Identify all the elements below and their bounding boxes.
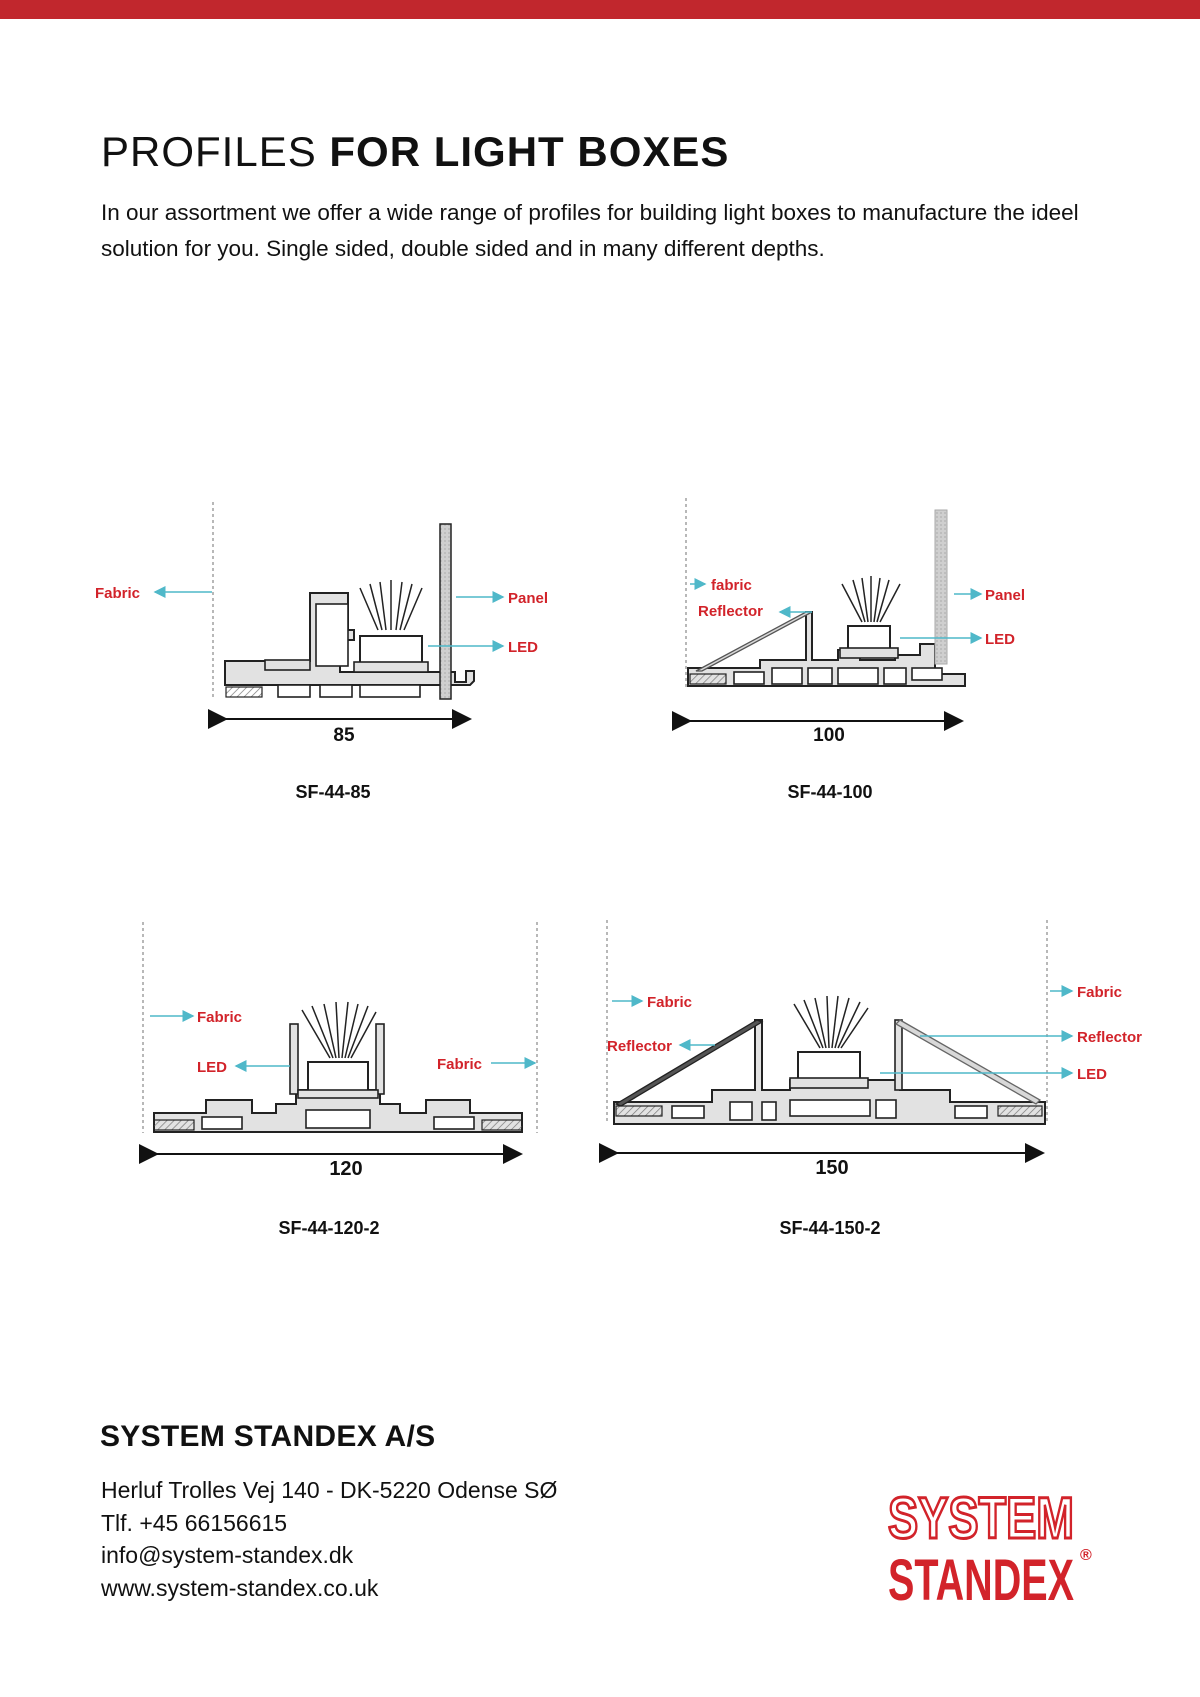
profile-sf-44-100 [686,498,1025,802]
company-name: SYSTEM STANDEX A/S [100,1420,436,1453]
profile-slot [876,1100,896,1118]
led-base [354,662,428,672]
profile-slot [672,1106,704,1118]
profile-sf-44-150-2 [607,920,1142,1238]
led-module [308,1062,368,1092]
label-fabric-right: Fabric [437,1056,483,1073]
fabric-edge [616,1106,662,1116]
label-panel: Panel [508,590,549,607]
profile-slot [838,668,878,684]
address: Herluf Trolles Vej 140 - DK-5220 Odense SØ [101,1477,558,1503]
led-rays [842,576,900,622]
registered-mark: ® [1080,1547,1092,1564]
dimension-value: 85 [333,725,355,746]
label-led: LED [985,631,1015,648]
profile-wall [895,1020,902,1090]
label-led: LED [508,639,538,656]
label-fabric-left: Fabric [647,994,693,1011]
profile-slot [202,1117,242,1129]
phone: Tlf. +45 66156615 [101,1509,288,1536]
profile-slot [955,1106,987,1118]
fabric-edge [482,1120,522,1130]
profile-wall [376,1024,384,1094]
dimension-value: 100 [813,725,845,746]
profile-code: SF-44-120-2 [278,1218,380,1238]
profile-slot [808,668,832,684]
profile-wall [290,1024,298,1094]
contact-block [101,1474,557,1604]
label-reflector-right: Reflector [1077,1029,1143,1046]
led-base [840,648,898,658]
profile-chamber [316,604,348,666]
profile-slot [772,668,802,684]
logo-line-2: STANDEX [888,1548,1075,1604]
label-fabric: Fabric [95,585,141,602]
panel [440,524,451,699]
led-rays [302,1002,376,1058]
profile-slot [278,685,310,697]
profile-code: SF-44-150-2 [779,1218,881,1238]
title-bold: FOR LIGHT BOXES [329,128,730,175]
led-base [790,1078,868,1088]
fabric-edge [690,674,726,684]
profile-slot [434,1117,474,1129]
website-link[interactable]: www.system-standex.co.uk [101,1574,379,1601]
fabric-edge [226,687,262,697]
label-reflector-left: Reflector [607,1038,673,1055]
title-light: PROFILES [101,128,330,175]
system-standex-logo [884,1478,1100,1604]
profile-code: SF-44-100 [787,782,873,802]
label-fabric-right: Fabric [1077,984,1123,1001]
profile-sf-44-85 [95,502,548,802]
panel [935,510,947,664]
label-fabric-left: Fabric [197,1009,243,1026]
profile-code: SF-44-85 [295,782,371,802]
led-base [298,1090,378,1098]
profile-slot [762,1102,776,1120]
profile-flange [265,660,310,670]
profile-slot [730,1102,752,1120]
led-rays [794,996,868,1048]
dimension-value: 120 [329,1158,363,1180]
dimension-value: 150 [815,1157,849,1179]
profile-body [225,593,474,685]
profile-slot [912,668,942,680]
fabric-edge [154,1120,194,1130]
profile-slot [884,668,906,684]
label-led: LED [197,1059,227,1076]
profile-sf-44-120-2 [143,922,537,1238]
profile-slot [306,1110,370,1128]
intro-text: In our assortment we offer a wide range of profiles for building light boxes to manufacture the ideel solution for you. Single sided, double sided and in many different depths. [101,200,1079,261]
fabric-edge [998,1106,1042,1116]
profile-slot [320,685,352,697]
logo-line-1: SYSTEM [888,1486,1074,1551]
email-link[interactable]: info@system-standex.dk [101,1542,354,1568]
label-panel: Panel [985,587,1026,604]
label-led: LED [1077,1066,1107,1083]
profile-slot [790,1100,870,1116]
led-rays [360,580,422,630]
profile-slot [360,685,420,697]
profile-slot [734,672,764,684]
label-fabric: fabric [711,577,752,594]
label-reflector: Reflector [698,603,764,620]
